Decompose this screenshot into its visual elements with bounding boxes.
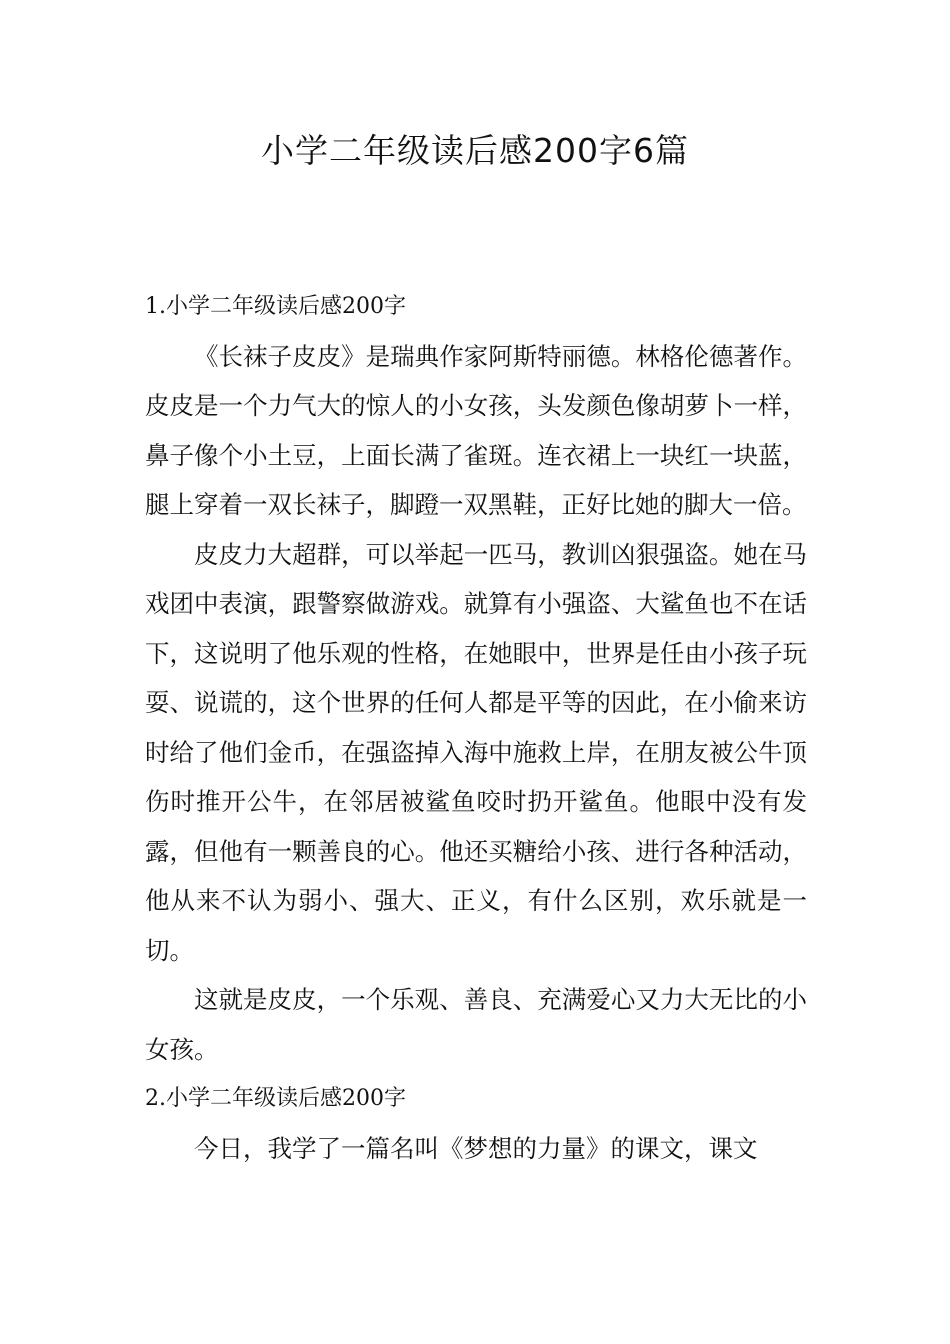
paragraph: 皮皮力大超群，可以举起一匹马，教训凶狠强盗。她在马戏团中表演，跟警察做游戏。就算有小强盗、大鲨鱼也不在话下，这说明了他乐观的性格，在她眼中，世界是任由小孩子玩耍、说谎的，这个世界的任何人都是平等的因此，在小偷来访时给了他们金币，在强盗掉入海中施救上岸，在朋友被公牛顶伤时推开公牛，在邻居被鲨鱼咬时扔开鲨鱼。他眼中没有发露，但他有一颗善良的心。他还买糖给小孩、进行各种活动，他从来不认为弱小、强大、正义，有什么区别，欢乐就是一切。 [145,539,807,965]
paragraph: 《长袜子皮皮》是瑞典作家阿斯特丽德。林格伦德著作。皮皮是一个力气大的惊人的小女孩，头发颜色像胡萝卜一样，鼻子像个小土豆，上面长满了雀斑。连衣裙上一块红一块蓝，腿上穿着一双长袜子，脚蹬一双黑鞋，正好比她的脚大一倍。 [145,341,807,519]
paragraph: 这就是皮皮，一个乐观、善良、充满爱心又力大无比的小女孩。 [145,985,807,1064]
paragraph: 今日，我学了一篇名叫《梦想的力量》的课文，课文 [194,1133,758,1163]
section-heading-1: 1.小学二年级读后感200字 [145,294,406,319]
section-heading-2: 2.小学二年级读后感200字 [145,1086,406,1111]
document-title: 小学二年级读后感200字6篇 [261,131,689,170]
document-body [145,282,807,1173]
